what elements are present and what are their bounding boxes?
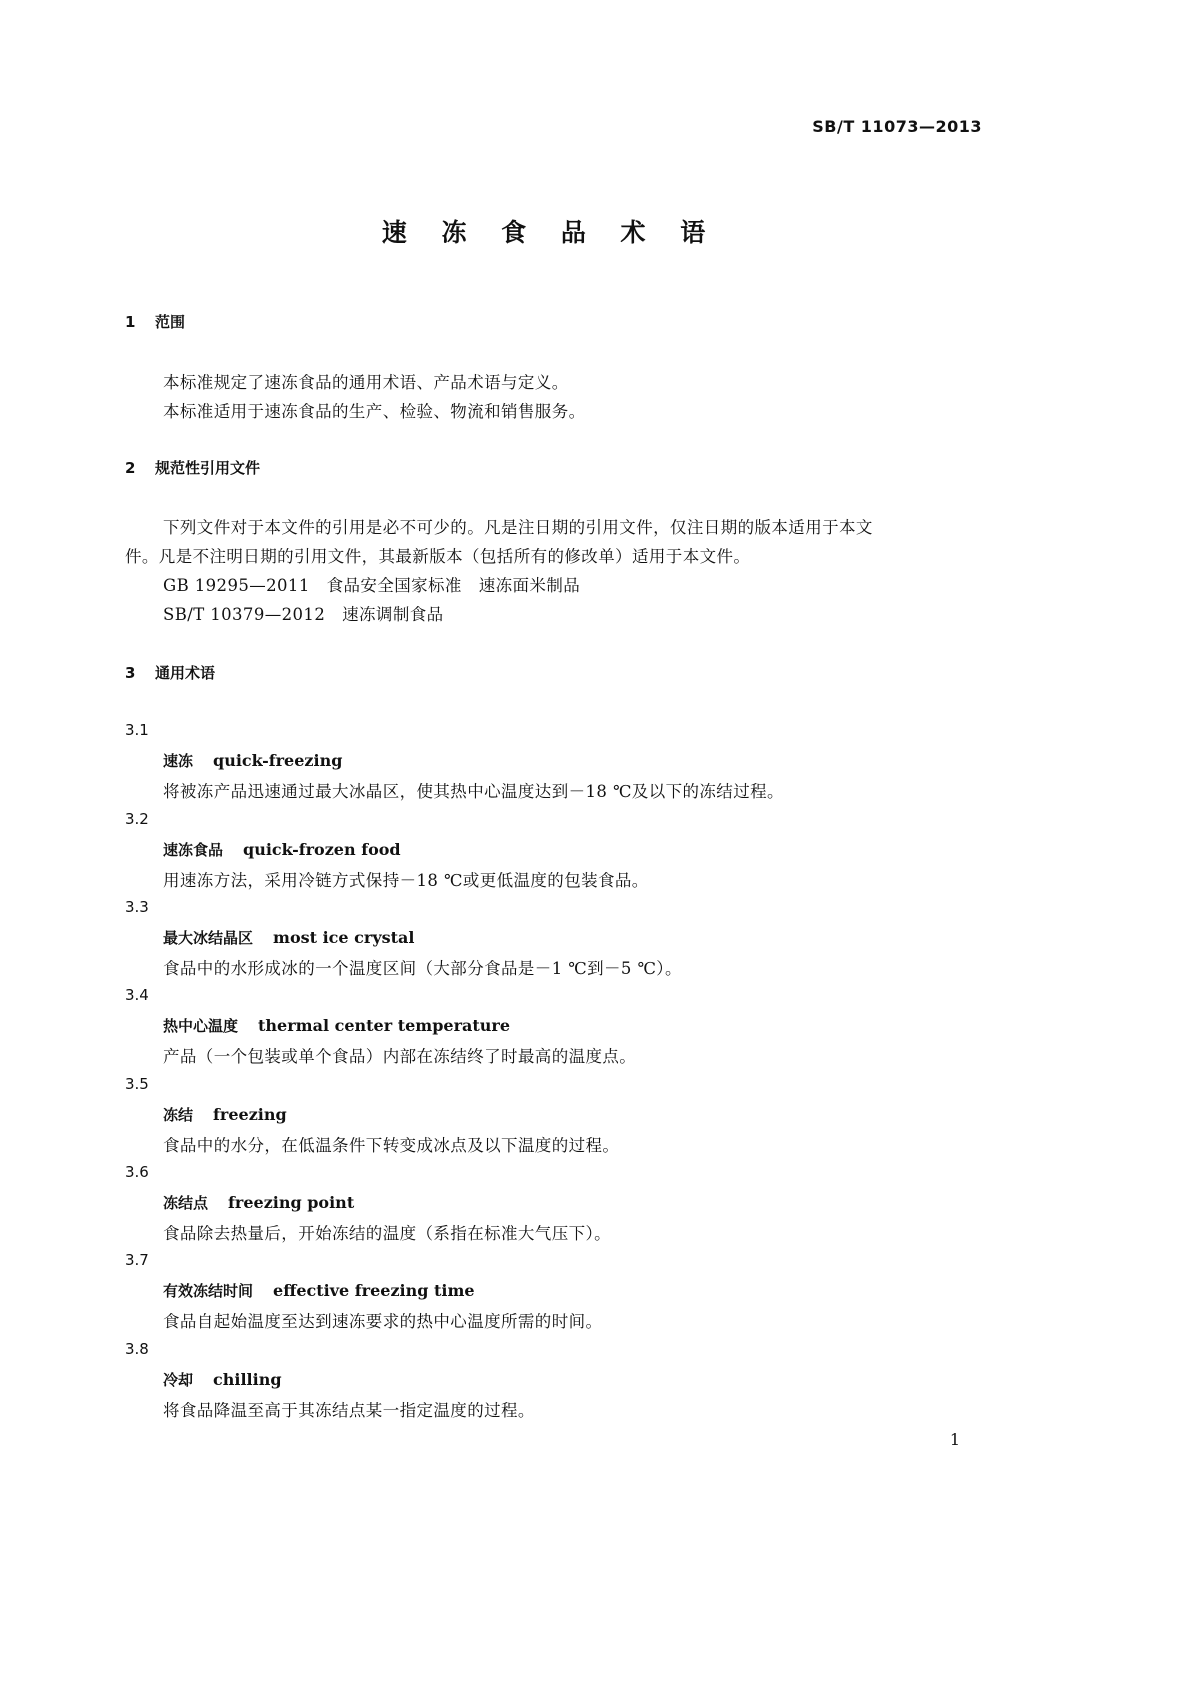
- term-number: 3.8: [125, 1340, 149, 1358]
- term-name: [163, 1280, 475, 1301]
- term-name-en: freezing: [213, 1105, 287, 1124]
- term-name-en: quick-freezing: [213, 751, 343, 770]
- term-name-zh: 有效冻结时间: [163, 1282, 254, 1300]
- section-number: 3: [125, 664, 136, 682]
- term-name-zh: 冻结点: [163, 1194, 209, 1212]
- term-definition: 用速冻方法，采用冷链方式保持－18 ℃或更低温度的包装食品。: [163, 871, 649, 890]
- term-name-zh: 速冻: [163, 752, 194, 770]
- references-intro-line-2: 件。凡是不注明日期的引用文件，其最新版本（包括所有的修改单）适用于本文件。: [125, 547, 751, 566]
- term-number: 3.5: [125, 1075, 149, 1093]
- term-name-en: effective freezing time: [273, 1281, 475, 1300]
- standard-code: SB/T 11073—2013: [812, 117, 982, 136]
- reference-item: GB 19295—2011 食品安全国家标准 速冻面米制品: [163, 576, 581, 595]
- scope-paragraph-1: 本标准规定了速冻食品的通用术语、产品术语与定义。: [163, 373, 569, 392]
- term-name: [163, 750, 342, 771]
- term-name-zh: 最大冰结晶区: [163, 929, 254, 947]
- term-number: 3.3: [125, 898, 149, 916]
- section-heading-general-terms: [125, 662, 215, 683]
- term-number: 3.2: [125, 810, 149, 828]
- term-name-zh: 热中心温度: [163, 1017, 239, 1035]
- term-name-en: quick-frozen food: [243, 840, 401, 859]
- page-number: 1: [949, 1430, 960, 1449]
- references-intro-line-1: 下列文件对于本文件的引用是必不可少的。凡是注日期的引用文件，仅注日期的版本适用于本文: [163, 518, 873, 537]
- term-number: 3.1: [125, 721, 149, 739]
- term-name: [163, 1104, 287, 1125]
- term-name: [163, 927, 414, 948]
- term-number: 3.7: [125, 1251, 149, 1269]
- section-heading-normative-references: [125, 457, 260, 478]
- term-name-zh: 速冻食品: [163, 841, 224, 859]
- term-definition: 产品（一个包装或单个食品）内部在冻结终了时最高的温度点。: [163, 1047, 637, 1066]
- term-name-en: chilling: [213, 1370, 282, 1389]
- term-name-en: freezing point: [228, 1193, 355, 1212]
- scope-paragraph-2: 本标准适用于速冻食品的生产、检验、物流和销售服务。: [163, 402, 586, 421]
- term-number: 3.6: [125, 1163, 149, 1181]
- term-name: [163, 839, 401, 860]
- term-name-en: most ice crystal: [273, 928, 415, 947]
- term-number: 3.4: [125, 986, 149, 1004]
- section-title: 通用术语: [155, 664, 216, 682]
- term-name-zh: 冻结: [163, 1106, 194, 1124]
- reference-item: SB/T 10379—2012 速冻调制食品: [163, 605, 444, 624]
- term-name: [163, 1369, 282, 1390]
- term-name-zh: 冷却: [163, 1371, 194, 1389]
- term-definition: 食品除去热量后，开始冻结的温度（系指在标准大气压下）。: [163, 1224, 612, 1243]
- section-title: 范围: [155, 313, 186, 331]
- section-number: 2: [125, 459, 136, 477]
- term-definition: 将食品降温至高于其冻结点某一指定温度的过程。: [163, 1401, 535, 1420]
- section-heading-scope: [125, 311, 185, 332]
- term-name-en: thermal center temperature: [258, 1016, 511, 1035]
- term-definition: 食品中的水分，在低温条件下转变成冰点及以下温度的过程。: [163, 1136, 620, 1155]
- term-definition: 食品自起始温度至达到速冻要求的热中心温度所需的时间。: [163, 1312, 603, 1331]
- term-name: [163, 1192, 354, 1213]
- term-name: [163, 1015, 510, 1036]
- document-title: 速 冻 食 品 术 语: [381, 218, 719, 247]
- section-number: 1: [125, 313, 136, 331]
- section-title: 规范性引用文件: [155, 459, 261, 477]
- term-definition: 将被冻产品迅速通过最大冰晶区，使其热中心温度达到－18 ℃及以下的冻结过程。: [163, 782, 784, 801]
- term-definition: 食品中的水形成冰的一个温度区间（大部分食品是－1 ℃到－5 ℃）。: [163, 959, 682, 978]
